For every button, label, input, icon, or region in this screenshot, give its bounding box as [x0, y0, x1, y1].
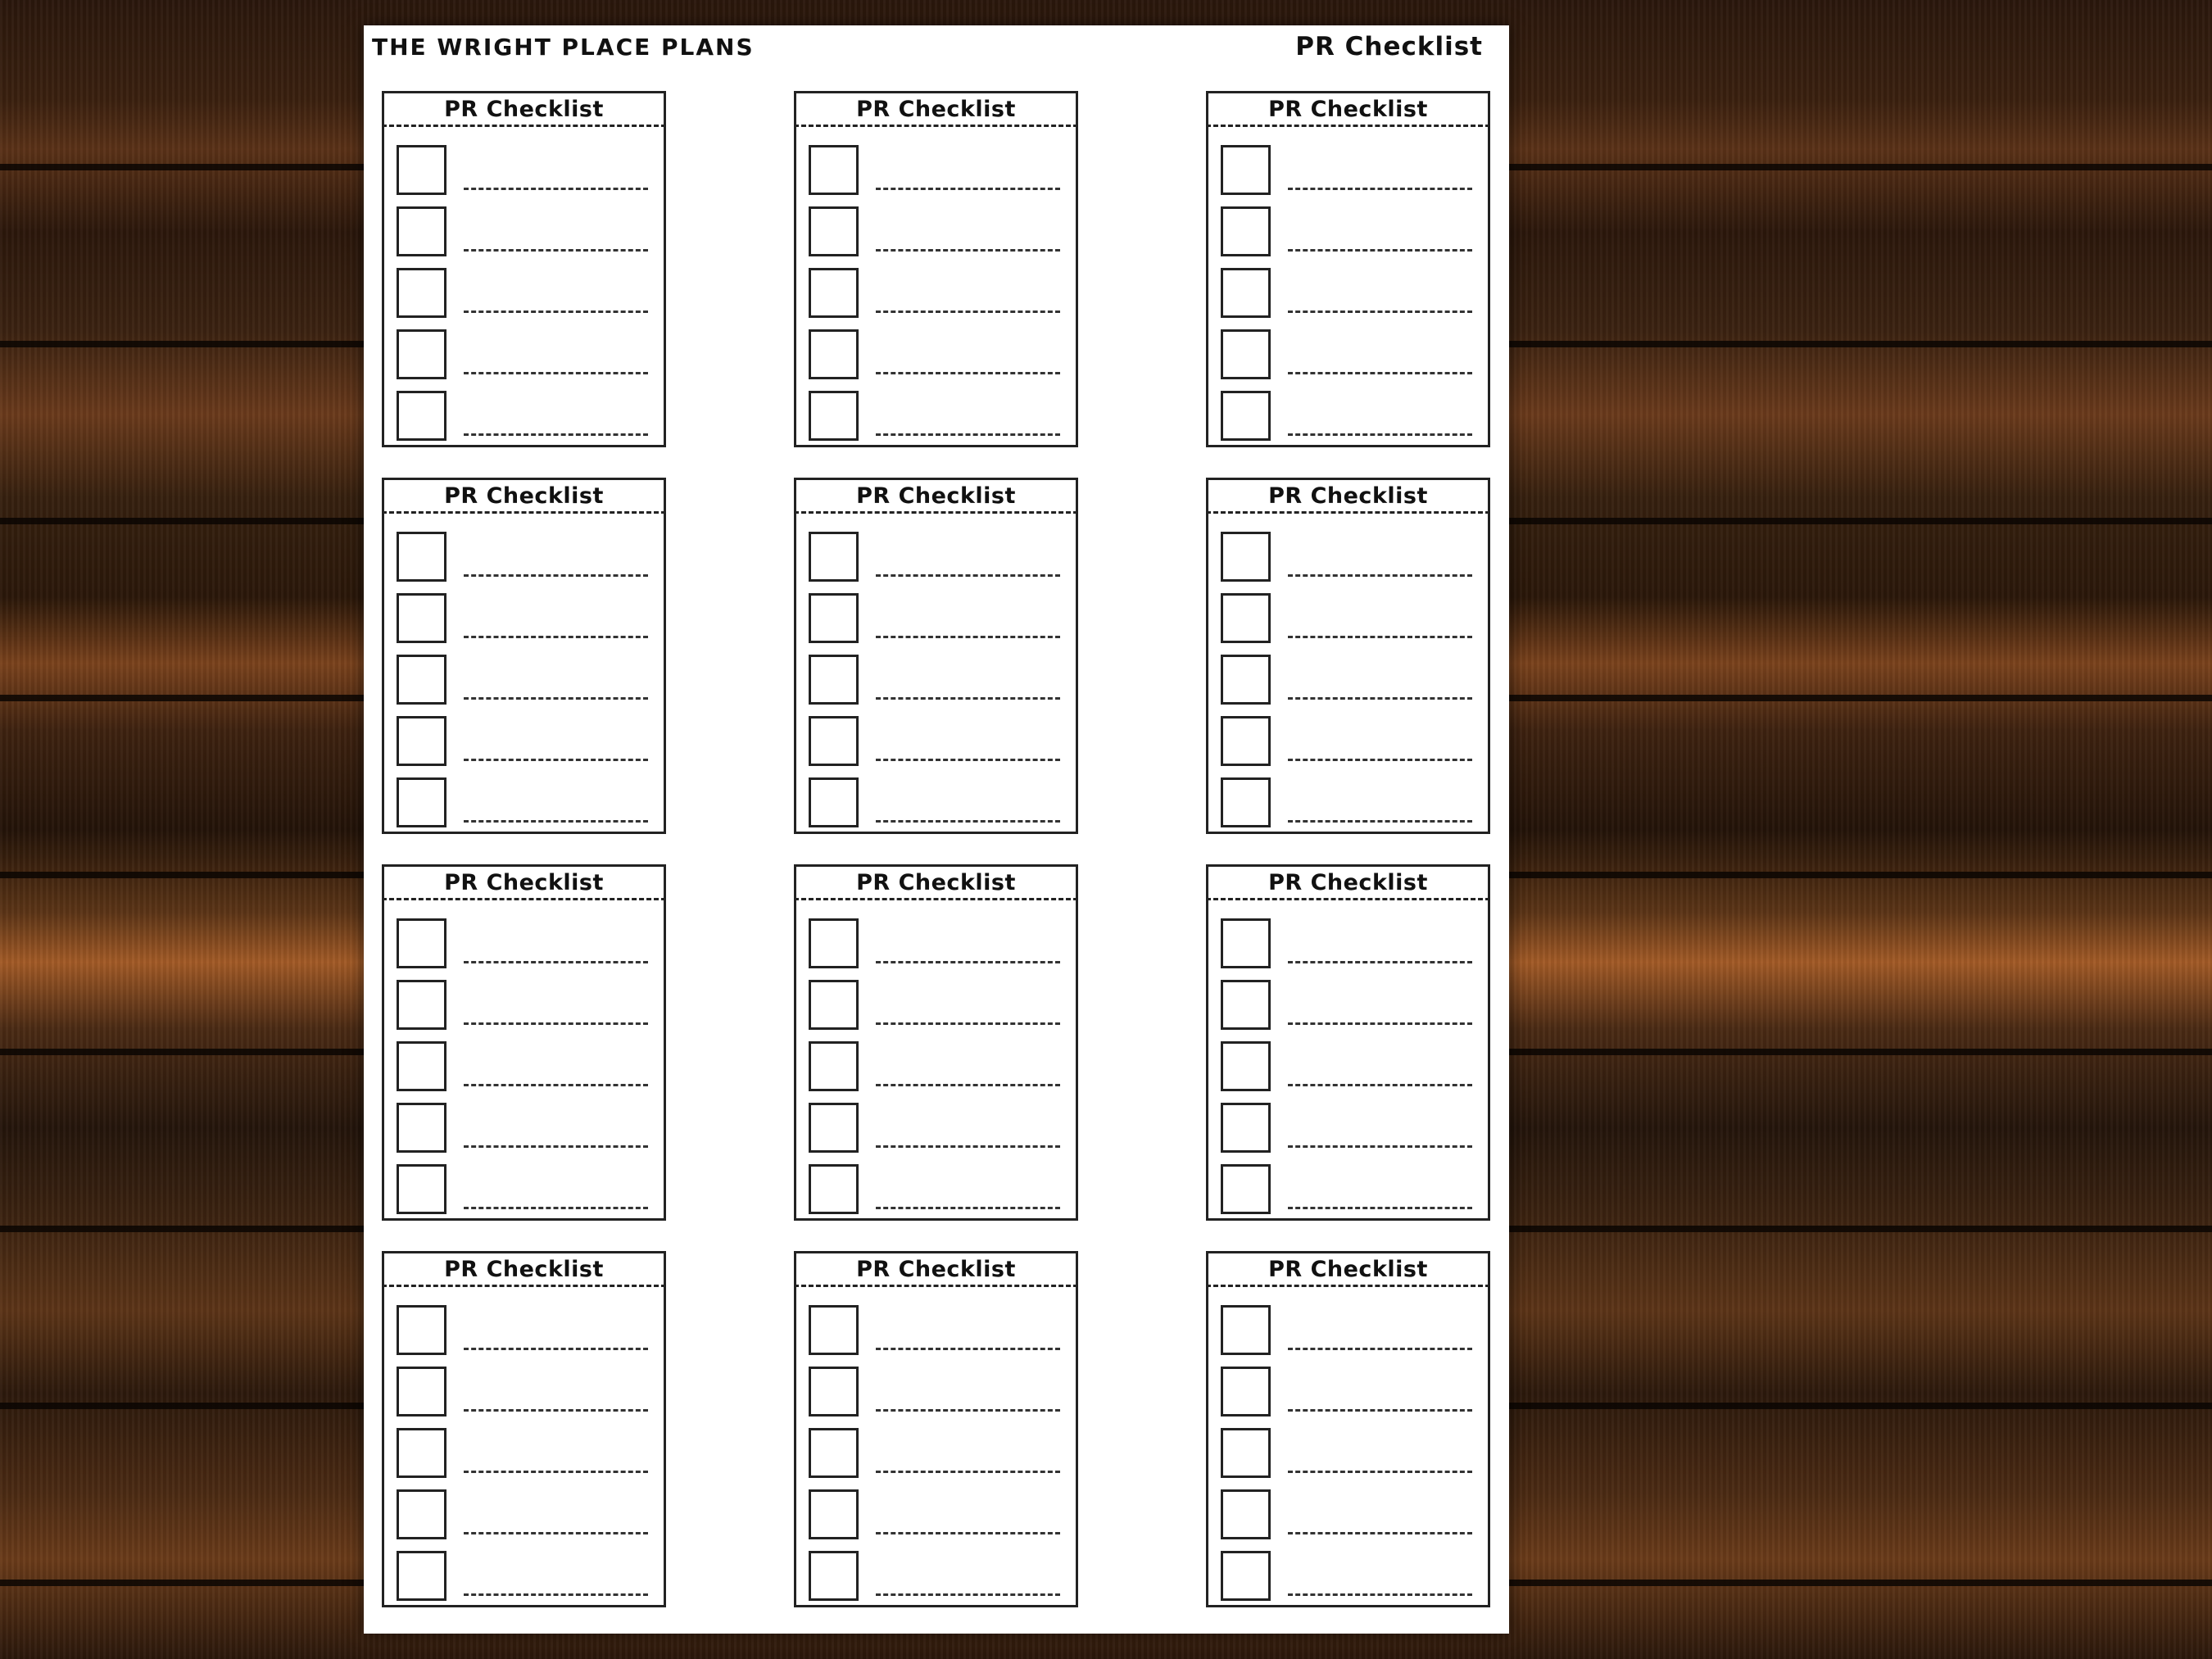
write-in-line[interactable]: [1288, 697, 1472, 700]
write-in-line[interactable]: [1288, 1207, 1472, 1209]
checklist-items: [384, 900, 664, 1221]
checklist-item: [397, 1546, 664, 1607]
checklist-card-title: PR Checklist: [794, 478, 1078, 514]
checklist-item: [809, 1423, 1076, 1484]
checklist-item: [809, 588, 1076, 650]
write-in-line[interactable]: [1288, 820, 1472, 823]
write-in-line[interactable]: [464, 1145, 648, 1148]
checkbox[interactable]: [397, 329, 446, 379]
checklist-card: [382, 864, 666, 1221]
checklist-item: [809, 140, 1076, 202]
checkbox[interactable]: [1221, 1551, 1271, 1601]
checkbox[interactable]: [809, 1551, 859, 1601]
checkbox[interactable]: [397, 145, 446, 195]
checklist-item: [809, 1159, 1076, 1221]
write-in-line[interactable]: [464, 1348, 648, 1350]
sheet-title: PR Checklist: [1295, 32, 1483, 61]
checklist-item: [809, 913, 1076, 975]
checkbox[interactable]: [397, 777, 446, 827]
checklist-item: [397, 1362, 664, 1423]
checklist-items: [796, 127, 1076, 447]
write-in-line[interactable]: [876, 1409, 1060, 1412]
write-in-line[interactable]: [464, 636, 648, 638]
checkbox[interactable]: [397, 206, 446, 256]
write-in-line[interactable]: [1288, 249, 1472, 252]
checklist-card: [794, 864, 1078, 1221]
write-in-line[interactable]: [1288, 574, 1472, 577]
checklist-item: [397, 588, 664, 650]
checklist-item: [1221, 324, 1488, 386]
checklist-items: [384, 514, 664, 834]
write-in-line[interactable]: [876, 372, 1060, 374]
write-in-line[interactable]: [1288, 1593, 1472, 1596]
write-in-line[interactable]: [1288, 1145, 1472, 1148]
write-in-line[interactable]: [1288, 636, 1472, 638]
write-in-line[interactable]: [464, 820, 648, 823]
write-in-line[interactable]: [464, 759, 648, 761]
write-in-line[interactable]: [876, 1348, 1060, 1350]
checkbox[interactable]: [809, 391, 859, 441]
checklist-items: [796, 1287, 1076, 1607]
brand-name: THE WRIGHT PLACE PLANS: [372, 34, 755, 61]
checklist-card: [382, 1251, 666, 1607]
write-in-line[interactable]: [876, 310, 1060, 313]
checklist-card-title: PR Checklist: [382, 1251, 666, 1287]
write-in-line[interactable]: [876, 1084, 1060, 1086]
checklist-item: [809, 527, 1076, 588]
checklist-card-title: PR Checklist: [1206, 478, 1490, 514]
write-in-line[interactable]: [876, 961, 1060, 963]
write-in-line[interactable]: [464, 697, 648, 700]
checkbox[interactable]: [809, 980, 859, 1030]
checklist-item: [809, 324, 1076, 386]
write-in-line[interactable]: [1288, 372, 1472, 374]
checkbox[interactable]: [1221, 391, 1271, 441]
checkbox[interactable]: [397, 593, 446, 643]
write-in-line[interactable]: [464, 310, 648, 313]
checkbox[interactable]: [1221, 918, 1271, 968]
checkbox[interactable]: [397, 1305, 446, 1355]
checklist-item: [809, 650, 1076, 711]
checklist-item: [397, 773, 664, 834]
checklist-item: [809, 263, 1076, 324]
checkbox[interactable]: [1221, 1164, 1271, 1214]
checkbox[interactable]: [1221, 268, 1271, 318]
write-in-line[interactable]: [464, 961, 648, 963]
checklist-card-title: PR Checklist: [1206, 1251, 1490, 1287]
checklist-item: [809, 1300, 1076, 1362]
checklist-card-title: PR Checklist: [382, 864, 666, 900]
checkbox[interactable]: [1221, 593, 1271, 643]
checklist-item: [397, 1484, 664, 1546]
checklist-card-title: PR Checklist: [382, 478, 666, 514]
write-in-line[interactable]: [876, 636, 1060, 638]
checkbox[interactable]: [809, 918, 859, 968]
checklist-card-title: PR Checklist: [794, 864, 1078, 900]
checklist-item: [1221, 1362, 1488, 1423]
checklist-item: [1221, 1546, 1488, 1607]
write-in-line[interactable]: [876, 1593, 1060, 1596]
checkbox[interactable]: [397, 655, 446, 705]
checklist-item: [1221, 1098, 1488, 1159]
checkbox[interactable]: [809, 206, 859, 256]
checklist-item: [1221, 1036, 1488, 1098]
checkbox[interactable]: [1221, 329, 1271, 379]
write-in-line[interactable]: [464, 1471, 648, 1473]
checklist-card: [1206, 1251, 1490, 1607]
write-in-line[interactable]: [876, 1022, 1060, 1025]
sticker-sheet: [364, 25, 1509, 1634]
checkbox[interactable]: [397, 532, 446, 582]
checkbox[interactable]: [809, 145, 859, 195]
write-in-line[interactable]: [464, 188, 648, 190]
checklist-item: [1221, 1159, 1488, 1221]
checklist-item: [1221, 1484, 1488, 1546]
checkbox[interactable]: [1221, 1305, 1271, 1355]
checklist-item: [397, 650, 664, 711]
checklist-item: [397, 975, 664, 1036]
checkbox[interactable]: [397, 1164, 446, 1214]
checkbox[interactable]: [1221, 1489, 1271, 1539]
checkbox[interactable]: [809, 655, 859, 705]
checklist-item: [397, 913, 664, 975]
write-in-line[interactable]: [876, 1145, 1060, 1148]
checklist-item: [397, 140, 664, 202]
checklist-items: [1208, 1287, 1488, 1607]
write-in-line[interactable]: [464, 1084, 648, 1086]
write-in-line[interactable]: [464, 1409, 648, 1412]
checklist-card-title: PR Checklist: [1206, 864, 1490, 900]
checklist-item: [1221, 711, 1488, 773]
checkbox[interactable]: [1221, 777, 1271, 827]
checklist-item: [397, 1300, 664, 1362]
checkbox[interactable]: [1221, 145, 1271, 195]
checklist-items: [1208, 514, 1488, 834]
checkbox[interactable]: [1221, 655, 1271, 705]
checklist-card: [1206, 91, 1490, 447]
checklist-item: [397, 202, 664, 263]
checkbox[interactable]: [397, 1041, 446, 1091]
checkbox[interactable]: [1221, 1367, 1271, 1416]
checkbox[interactable]: [809, 329, 859, 379]
write-in-line[interactable]: [1288, 759, 1472, 761]
checklist-item: [397, 1036, 664, 1098]
checkbox[interactable]: [1221, 1428, 1271, 1478]
write-in-line[interactable]: [464, 249, 648, 252]
checklist-card: [794, 478, 1078, 834]
write-in-line[interactable]: [464, 1022, 648, 1025]
checkbox[interactable]: [397, 1367, 446, 1416]
write-in-line[interactable]: [876, 697, 1060, 700]
checklist-item: [809, 711, 1076, 773]
checklist-item: [1221, 773, 1488, 834]
write-in-line[interactable]: [876, 1207, 1060, 1209]
write-in-line[interactable]: [1288, 188, 1472, 190]
write-in-line[interactable]: [1288, 1084, 1472, 1086]
checkbox[interactable]: [809, 593, 859, 643]
checkbox[interactable]: [1221, 1103, 1271, 1153]
checklist-item: [809, 1546, 1076, 1607]
write-in-line[interactable]: [876, 574, 1060, 577]
write-in-line[interactable]: [1288, 1409, 1472, 1412]
checkbox[interactable]: [809, 1428, 859, 1478]
checklist-item: [397, 263, 664, 324]
checkbox[interactable]: [397, 391, 446, 441]
checklist-item: [809, 773, 1076, 834]
write-in-line[interactable]: [464, 1593, 648, 1596]
checkbox[interactable]: [397, 1428, 446, 1478]
checklist-item: [809, 1484, 1076, 1546]
checklist-item: [809, 386, 1076, 447]
checklist-item: [1221, 527, 1488, 588]
write-in-line[interactable]: [1288, 1471, 1472, 1473]
write-in-line[interactable]: [1288, 1022, 1472, 1025]
checkbox[interactable]: [397, 1103, 446, 1153]
checklist-card: [382, 91, 666, 447]
checklist-item: [809, 1098, 1076, 1159]
checkbox[interactable]: [809, 716, 859, 766]
checkbox[interactable]: [1221, 716, 1271, 766]
checklist-items: [796, 514, 1076, 834]
write-in-line[interactable]: [876, 433, 1060, 436]
checklist-item: [1221, 386, 1488, 447]
checkbox[interactable]: [809, 1489, 859, 1539]
checklist-item: [397, 1423, 664, 1484]
checkbox[interactable]: [809, 1305, 859, 1355]
checkbox[interactable]: [809, 1164, 859, 1214]
checklist-item: [397, 1098, 664, 1159]
write-in-line[interactable]: [876, 1471, 1060, 1473]
checkbox[interactable]: [809, 1041, 859, 1091]
checkbox[interactable]: [397, 716, 446, 766]
checklist-item: [1221, 913, 1488, 975]
checklist-items: [796, 900, 1076, 1221]
checklist-item: [397, 1159, 664, 1221]
checklist-card: [1206, 864, 1490, 1221]
write-in-line[interactable]: [876, 820, 1060, 823]
checklist-item: [397, 386, 664, 447]
checkbox[interactable]: [397, 268, 446, 318]
checkbox[interactable]: [397, 1551, 446, 1601]
checkbox[interactable]: [397, 918, 446, 968]
checklist-item: [397, 324, 664, 386]
checklist-card-title: PR Checklist: [1206, 91, 1490, 127]
write-in-line[interactable]: [876, 249, 1060, 252]
checklist-item: [397, 711, 664, 773]
checkbox[interactable]: [1221, 980, 1271, 1030]
checklist-item: [1221, 202, 1488, 263]
checklist-item: [809, 1362, 1076, 1423]
checkbox[interactable]: [809, 777, 859, 827]
checklist-item: [1221, 588, 1488, 650]
checklist-item: [1221, 975, 1488, 1036]
checkbox[interactable]: [809, 1103, 859, 1153]
write-in-line[interactable]: [464, 1207, 648, 1209]
checklist-items: [384, 1287, 664, 1607]
checkbox[interactable]: [397, 980, 446, 1030]
checkbox[interactable]: [1221, 532, 1271, 582]
checkbox[interactable]: [1221, 1041, 1271, 1091]
write-in-line[interactable]: [876, 759, 1060, 761]
checklist-item: [1221, 1423, 1488, 1484]
checklist-item: [1221, 263, 1488, 324]
write-in-line[interactable]: [1288, 433, 1472, 436]
write-in-line[interactable]: [1288, 1532, 1472, 1534]
checklist-item: [809, 975, 1076, 1036]
write-in-line[interactable]: [1288, 961, 1472, 963]
write-in-line[interactable]: [464, 372, 648, 374]
write-in-line[interactable]: [1288, 310, 1472, 313]
write-in-line[interactable]: [464, 1532, 648, 1534]
checklist-items: [1208, 900, 1488, 1221]
write-in-line[interactable]: [1288, 1348, 1472, 1350]
checkbox[interactable]: [809, 1367, 859, 1416]
checklist-item: [809, 202, 1076, 263]
checklist-card-title: PR Checklist: [794, 1251, 1078, 1287]
checklist-item: [1221, 1300, 1488, 1362]
checklist-card: [1206, 478, 1490, 834]
checklist-items: [1208, 127, 1488, 447]
checklist-card-title: PR Checklist: [382, 91, 666, 127]
checklist-card: [794, 1251, 1078, 1607]
write-in-line[interactable]: [876, 188, 1060, 190]
checkbox[interactable]: [397, 1489, 446, 1539]
checklist-grid: [382, 91, 1490, 1607]
checkbox[interactable]: [1221, 206, 1271, 256]
write-in-line[interactable]: [876, 1532, 1060, 1534]
checkbox[interactable]: [809, 532, 859, 582]
checklist-items: [384, 127, 664, 447]
checklist-item: [1221, 140, 1488, 202]
write-in-line[interactable]: [464, 574, 648, 577]
write-in-line[interactable]: [464, 433, 648, 436]
checklist-card: [382, 478, 666, 834]
checklist-item: [809, 1036, 1076, 1098]
checklist-card: [794, 91, 1078, 447]
checklist-item: [1221, 650, 1488, 711]
checkbox[interactable]: [809, 268, 859, 318]
checklist-card-title: PR Checklist: [794, 91, 1078, 127]
checklist-item: [397, 527, 664, 588]
